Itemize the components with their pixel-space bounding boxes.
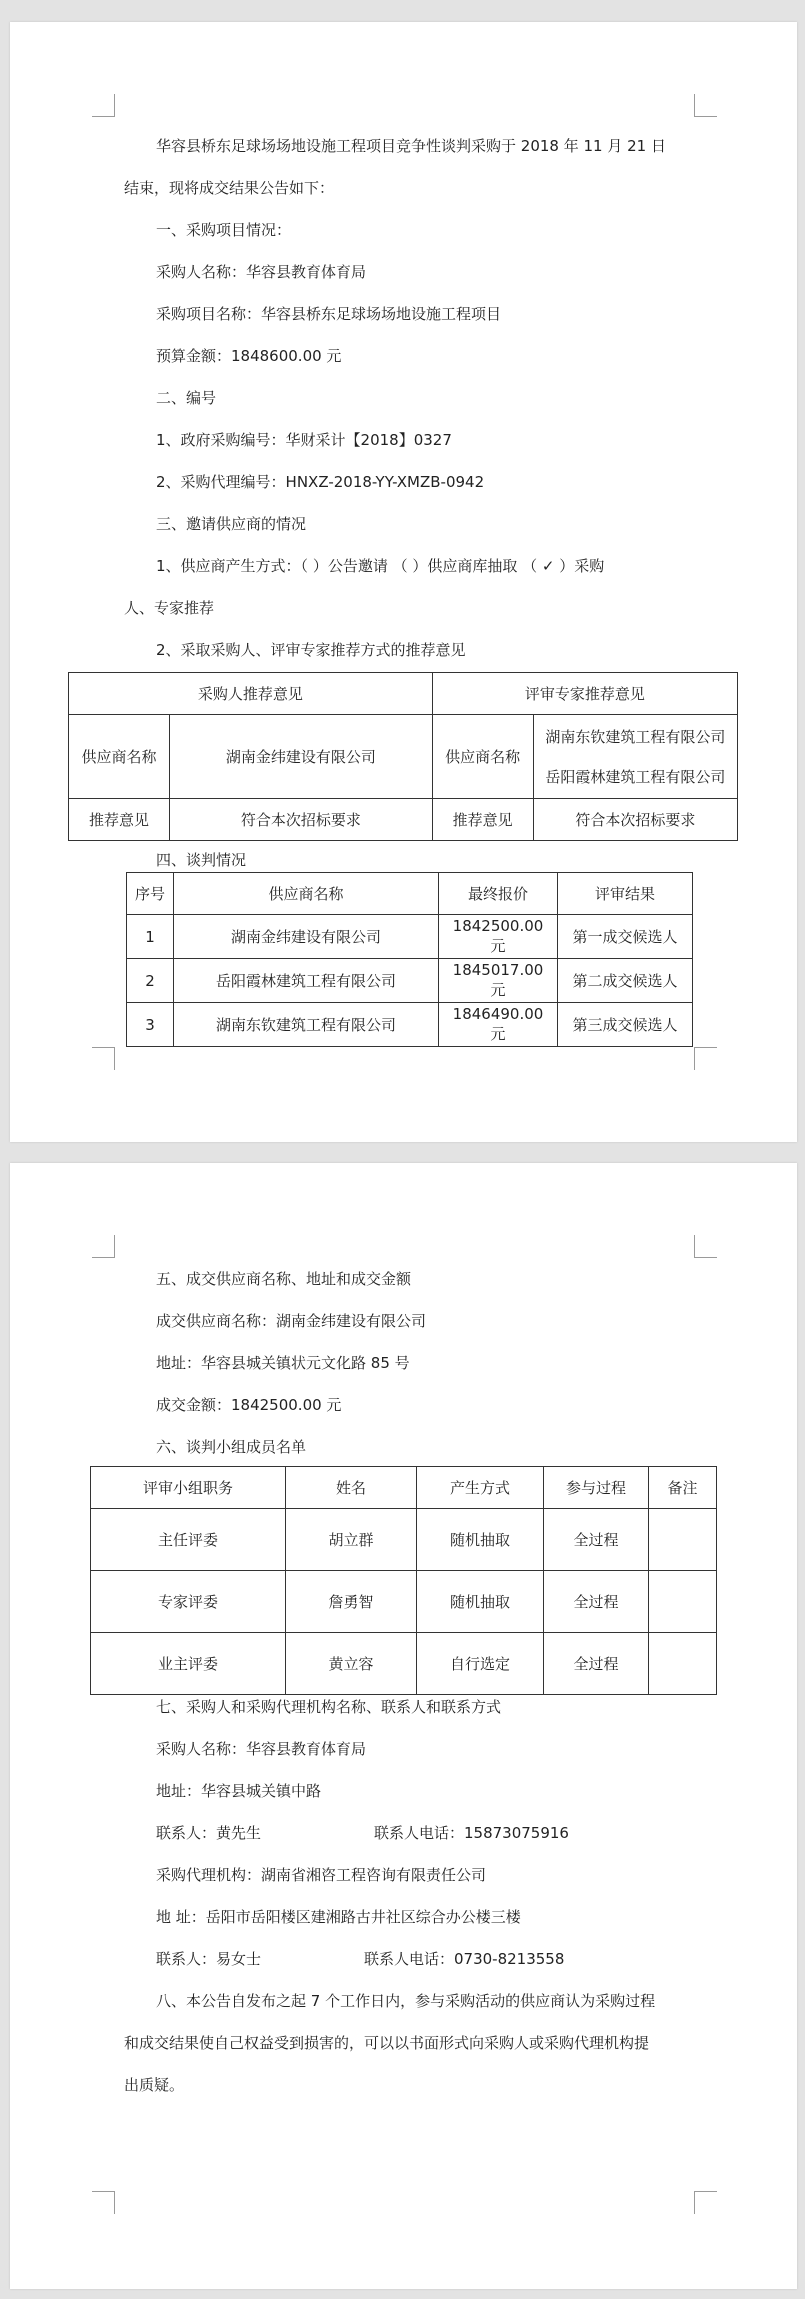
table-header: 采购人推荐意见 (69, 673, 433, 715)
table-cell: 湖南东钦建筑工程有限公司 (174, 1003, 439, 1047)
table-cell (533, 715, 737, 799)
table-cell: 符合本次招标要求 (533, 799, 737, 841)
agent-procurement-number: 2、采购代理编号：HNXZ-2018-YY-XMZB-0942 (156, 473, 485, 491)
margin-corner-mark (694, 2191, 717, 2214)
margin-corner-mark (92, 2191, 115, 2214)
table-cell: 全过程 (544, 1509, 649, 1571)
table-header: 产生方式 (417, 1467, 544, 1509)
table-row (127, 959, 693, 1003)
section-heading: 七、采购人和采购代理机构名称、联系人和联系方式 (156, 1698, 502, 1716)
table-row (127, 1003, 693, 1047)
supplier-method: 人、专家推荐 (124, 599, 215, 617)
margin-corner-mark (694, 94, 717, 117)
agency-address: 地 址：岳阳市岳阳楼区建湘路古井社区综合办公楼三楼 (156, 1908, 521, 1926)
objection-notice: 八、本公告自发布之起 7 个工作日内，参与采购活动的供应商认为采购过程 (156, 1992, 656, 2010)
table-header: 评审结果 (558, 873, 693, 915)
margin-corner-mark (694, 1235, 717, 1258)
document-page-2 (10, 1163, 797, 2289)
winning-amount: 成交金额：1842500.00 元 (156, 1396, 342, 1414)
recommendation-heading: 2、采取采购人、评审专家推荐方式的推荐意见 (156, 641, 466, 659)
section-heading: 二、编号 (156, 389, 217, 407)
bid-results-table (126, 872, 693, 1047)
table-header: 供应商名称 (174, 873, 439, 915)
table-row (91, 1571, 717, 1633)
table-cell: 詹勇智 (286, 1571, 417, 1633)
table-cell: 自行选定 (417, 1633, 544, 1695)
table-cell: 主任评委 (91, 1509, 286, 1571)
table-cell: 1 (127, 915, 174, 959)
purchaser-name: 采购人名称：华容县教育体育局 (156, 263, 367, 281)
budget-amount: 预算金额：1848600.00 元 (156, 347, 342, 365)
table-cell: 推荐意见 (69, 799, 170, 841)
objection-notice: 和成交结果使自己权益受到损害的，可以以书面形式向采购人或采购代理机构提 (124, 2034, 650, 2052)
table-header: 姓名 (286, 1467, 417, 1509)
margin-corner-mark (92, 1047, 115, 1070)
recommendation-table (68, 672, 738, 841)
table-cell: 1846490.00 元 (439, 1003, 558, 1047)
document-page-1 (10, 22, 797, 1142)
table-cell: 第二成交候选人 (558, 959, 693, 1003)
table-cell: 湖南金纬建设有限公司 (170, 715, 433, 799)
table-header: 最终报价 (439, 873, 558, 915)
table-cell: 黄立容 (286, 1633, 417, 1695)
table-header: 参与过程 (544, 1467, 649, 1509)
table-cell: 供应商名称 (432, 715, 533, 799)
table-row (91, 1509, 717, 1571)
table-cell: 业主评委 (91, 1633, 286, 1695)
supplier-method: 1、供应商产生方式：（ ）公告邀请 （ ）供应商库抽取 （ ✓ ）采购 (156, 557, 605, 575)
table-cell: 湖南金纬建设有限公司 (174, 915, 439, 959)
table-header: 评审小组职务 (91, 1467, 286, 1509)
table-cell (649, 1571, 717, 1633)
table-cell: 专家评委 (91, 1571, 286, 1633)
table-row (91, 1633, 717, 1695)
margin-corner-mark (92, 94, 115, 117)
table-cell: 推荐意见 (432, 799, 533, 841)
margin-corner-mark (694, 1047, 717, 1070)
panel-members-table (90, 1466, 717, 1695)
objection-notice: 出质疑。 (124, 2076, 185, 2094)
winner-name: 成交供应商名称：湖南金纬建设有限公司 (156, 1312, 427, 1330)
expert-supplier: 湖南东钦建筑工程有限公司 (545, 727, 726, 746)
purchaser-contact: 联系人：黄先生 (156, 1824, 262, 1842)
table-header: 序号 (127, 873, 174, 915)
gov-procurement-number: 1、政府采购编号：华财采计【2018】0327 (156, 431, 452, 449)
margin-corner-mark (92, 1235, 115, 1258)
table-header: 评审专家推荐意见 (432, 673, 737, 715)
table-cell: 符合本次招标要求 (170, 799, 433, 841)
expert-supplier: 岳阳霞林建筑工程有限公司 (545, 767, 726, 786)
agency-phone: 联系人电话：0730-8213558 (364, 1950, 565, 1968)
table-cell: 全过程 (544, 1571, 649, 1633)
purchaser-name: 采购人名称：华容县教育体育局 (156, 1740, 367, 1758)
winner-address: 地址：华容县城关镇状元文化路 85 号 (156, 1354, 410, 1372)
section-heading: 四、谈判情况 (156, 851, 247, 869)
table-cell: 全过程 (544, 1633, 649, 1695)
table-cell: 1845017.00 元 (439, 959, 558, 1003)
section-heading: 一、采购项目情况： (156, 221, 292, 239)
table-cell: 随机抽取 (417, 1509, 544, 1571)
agency-contact: 联系人：易女士 (156, 1950, 262, 1968)
table-cell: 岳阳霞林建筑工程有限公司 (174, 959, 439, 1003)
table-cell (649, 1509, 717, 1571)
table-cell: 胡立群 (286, 1509, 417, 1571)
table-cell: 第三成交候选人 (558, 1003, 693, 1047)
table-cell: 供应商名称 (69, 715, 170, 799)
table-row (127, 915, 693, 959)
section-heading: 三、邀请供应商的情况 (156, 515, 307, 533)
table-cell: 2 (127, 959, 174, 1003)
intro-text: 结束，现将成交结果公告如下： (124, 179, 335, 197)
project-name: 采购项目名称：华容县桥东足球场场地设施工程项目 (156, 305, 502, 323)
table-cell: 3 (127, 1003, 174, 1047)
intro-text: 华容县桥东足球场场地设施工程项目竞争性谈判采购于 2018 年 11 月 21 日 (156, 137, 666, 155)
agency-name: 采购代理机构：湖南省湘咨工程咨询有限责任公司 (156, 1866, 487, 1884)
table-cell: 第一成交候选人 (558, 915, 693, 959)
table-cell: 1842500.00 元 (439, 915, 558, 959)
purchaser-address: 地址：华容县城关镇中路 (156, 1782, 322, 1800)
table-cell (649, 1633, 717, 1695)
purchaser-phone: 联系人电话：15873075916 (374, 1824, 569, 1842)
section-heading: 六、谈判小组成员名单 (156, 1438, 307, 1456)
table-header: 备注 (649, 1467, 717, 1509)
table-cell: 随机抽取 (417, 1571, 544, 1633)
section-heading: 五、成交供应商名称、地址和成交金额 (156, 1270, 412, 1288)
